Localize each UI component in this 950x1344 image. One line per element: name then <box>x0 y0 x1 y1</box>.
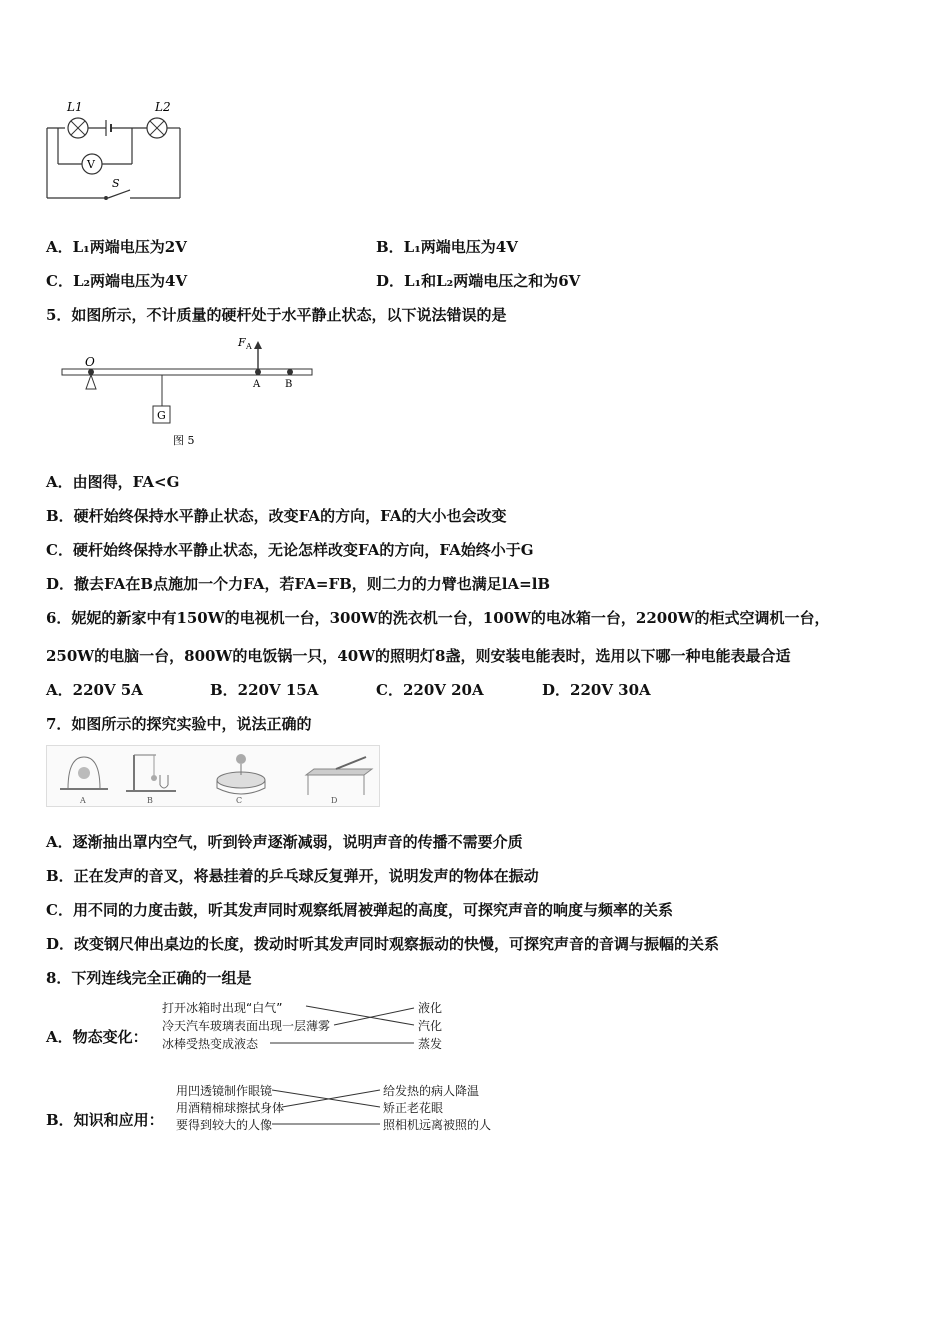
q8-stem: 8．下列连线完全正确的一组是 <box>46 969 252 987</box>
q8-b-left-1: 用凹透镜制作眼镜 <box>176 1084 273 1098</box>
q8-option-b-label: B．知识和应用： <box>46 1111 164 1129</box>
q8-a-right-2: 汽化 <box>418 1019 443 1033</box>
q8-a-left-1: 打开冰箱时出现“白气” <box>162 1001 283 1015</box>
q7-option-c: C．用不同的力度击鼓，听其发声同时观察纸屑被弹起的高度，可探究声音的响度与频率的关系 <box>46 901 673 919</box>
l1-label: L1 <box>67 100 83 114</box>
q5-option-b: B．硬杆始终保持水平静止状态，改变FA的方向，FA的大小也会改变 <box>46 507 507 525</box>
weight-label: G <box>157 409 166 422</box>
pivot-label: O <box>85 355 95 369</box>
q8-b-right-1: 给发热的病人降温 <box>383 1084 480 1098</box>
voltmeter-label: V <box>87 158 95 171</box>
figure-caption: 图 5 <box>173 434 195 447</box>
q7-option-a: A．逐渐抽出罩内空气，听到铃声逐渐减弱，说明声音的传播不需要介质 <box>46 833 523 851</box>
switch-label: S <box>112 177 120 190</box>
q4-option-a: A．L₁两端电压为2V <box>46 238 187 256</box>
fa-label: F <box>238 336 246 349</box>
q7-stem: 7．如图所示的探究实验中，说法正确的 <box>46 715 312 733</box>
experiment-label-b: B <box>147 796 153 805</box>
q8-a-left-2: 冷天汽车玻璃表面出现一层薄雾 <box>162 1019 331 1033</box>
q8-b-right-3: 照相机远离被照的人 <box>383 1118 492 1132</box>
q6-stem-line1: 6．妮妮的新家中有150W的电视机一台，300W的洗衣机一台，100W的电冰箱一台，2200W的柜式空调机一台， <box>46 609 830 627</box>
q8-option-a-label: A．物态变化： <box>46 1028 148 1046</box>
q8-a-left-3: 冰棒受热变成液态 <box>162 1037 259 1051</box>
q5-option-a: A．由图得，FA<G <box>46 473 180 491</box>
q4-option-d: D．L₁和L₂两端电压之和为6V <box>376 272 581 290</box>
q5-stem: 5．如图所示，不计质量的硬杆处于水平静止状态，以下说法错误的是 <box>46 306 507 324</box>
q5-option-d: D．撤去FA在B点施加一个力FA，若FA=FB，则二力的力臂也满足lA=lB <box>46 575 551 593</box>
q8-b-right-2: 矫正老花眼 <box>383 1101 444 1115</box>
q8-b-left-2: 用酒精棉球擦拭身体 <box>176 1101 285 1115</box>
fa-sub-label: A <box>246 342 252 351</box>
experiment-label-a: A <box>80 796 86 805</box>
q6-stem-line2: 250W的电脑一台，800W的电饭锅一只，40W的照明灯8盏，则安装电能表时，选用以下哪一种电能表最合适 <box>46 647 791 665</box>
q4-option-c: C．L₂两端电压为4V <box>46 272 188 290</box>
q5-option-c: C．硬杆始终保持水平静止状态，无论怎样改变FA的方向，FA始终小于G <box>46 541 534 559</box>
experiment-label-c: C <box>236 796 243 805</box>
q6-option-d: D．220V 30A <box>542 681 651 699</box>
l2-label: L2 <box>155 100 171 114</box>
q8-a-right-1: 液化 <box>418 1001 443 1015</box>
q6-option-c: C．220V 20A <box>376 681 484 699</box>
q4-option-b: B．L₁两端电压为4V <box>376 238 518 256</box>
point-b-label: B <box>285 379 293 390</box>
experiment-label-d: D <box>331 796 338 805</box>
q7-option-b: B．正在发声的音叉，将悬挂着的乒乓球反复弹开，说明发声的物体在振动 <box>46 867 539 885</box>
q8-a-right-3: 蒸发 <box>418 1037 443 1051</box>
q6-option-b: B．220V 15A <box>210 681 319 699</box>
point-a-label: A <box>253 379 261 390</box>
q7-option-d: D．改变钢尺伸出桌边的长度，拨动时听其发声同时观察振动的快慢，可探究声音的音调与振幅的关系 <box>46 935 720 953</box>
q6-option-a: A．220V 5A <box>46 681 143 699</box>
q8-b-left-3: 要得到较大的人像 <box>176 1118 273 1132</box>
